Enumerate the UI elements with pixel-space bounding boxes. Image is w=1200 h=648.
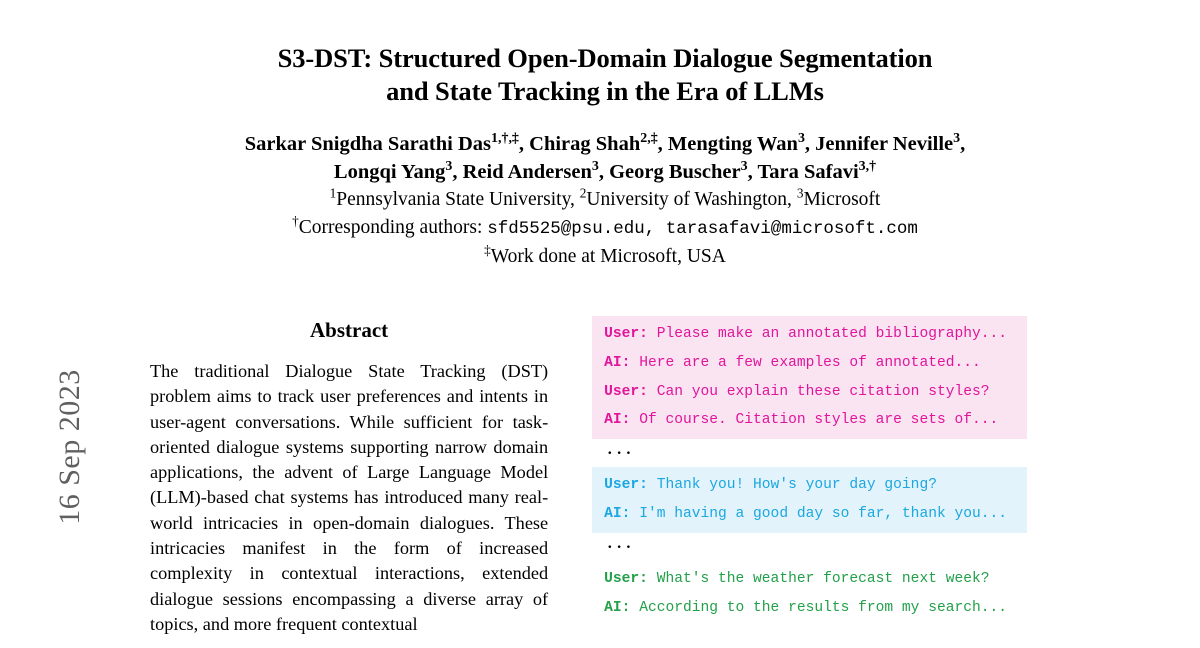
segment-separator: ··· [606,533,635,559]
author-list [150,130,1060,186]
segment-separator: ··· [606,440,635,466]
dialogue-line [604,378,1017,407]
author-affil-marker: 3 [445,159,453,175]
dialogue-line [604,320,1017,349]
author-affil-marker: 3,† [858,159,877,175]
author-affil-marker: 1,†,‡ [491,131,519,147]
utterance-text: I'm having a good day so far, thank you... [630,505,1008,522]
affil-org-3: Microsoft [803,189,881,210]
abstract-text: The traditional Dialogue State Tracking (DST) problem aims to track user preferences and intents in user-agent conversations. While sufficient for task-oriented dialogue systems supporting narrow domain applications, the advent of Large Language Model (LLM)-based chat systems has introduced many real-world intricacies in open-domain dialogues. These intricacies manifest in the form of increased complexity in contextual interactions, extended dialogue sessions encompassing a diverse array of topics, and more frequent contextual [150,361,549,634]
utterance-text: Here are a few examples of annotated... [630,354,981,371]
paper-page [150,0,1060,648]
affil-org-2: University of Washington, [586,189,797,210]
speaker-label: User: [604,477,648,494]
body-columns [150,310,1060,637]
author-name: , Jennifer Neville [804,133,954,155]
affil-marker-2: 2 [579,185,587,201]
author-line-1 [150,130,1060,158]
corresponding-emails[interactable]: sfd5525@psu.edu, tarasafavi@microsoft.com [487,219,918,239]
work-note-text: Work done at Microsoft, USA [490,246,726,267]
dialogue-line [604,500,1017,529]
abstract-column [150,310,548,637]
speaker-label: AI: [604,505,631,522]
speaker-label: User: [604,383,648,400]
corresponding-label: Corresponding authors: [298,217,488,238]
author-affil-marker: 3 [953,131,961,147]
dialogue-line [604,565,1017,594]
affil-marker-3: 3 [796,185,804,201]
speaker-label: User: [604,570,648,587]
dialogue-line [604,349,1017,378]
author-name: , Tara Safavi [747,161,859,183]
author-affil-marker: 3 [591,159,599,175]
speaker-label: AI: [604,412,631,429]
affil-marker-1: 1 [329,185,337,201]
abstract-heading: Abstract [310,318,389,342]
utterance-text: What's the weather forecast next week? [647,570,990,587]
author-name: , Reid Andersen [452,161,592,183]
work-note-marker: ‡ [484,242,491,258]
author-name: Sarkar Snigdha Sarathi Das [244,133,492,155]
dialogue-line [604,471,1017,500]
author-name: Longqi Yang [333,161,446,183]
author-separator: , [960,133,966,155]
author-line-2 [150,158,1060,186]
utterance-text: Of course. Citation styles are sets of... [630,412,999,429]
author-affil-marker: 2,‡ [640,131,658,147]
author-name: , Georg Buscher [598,161,741,183]
corresponding-marker: † [292,213,299,229]
author-name: , Mengting Wan [657,133,798,155]
arxiv-date-stamp: 16 Sep 2023 [53,369,86,525]
author-affil-marker: 3 [797,131,805,147]
figure-column [592,310,1060,637]
utterance-text: Can you explain these citation styles? [647,383,990,400]
author-affil-marker: 3 [740,159,748,175]
utterance-text: According to the results from my search... [630,599,1008,616]
utterance-text: Please make an annotated bibliography... [647,326,1008,342]
dialogue-segment-3 [592,561,1027,627]
speaker-label: AI: [604,354,631,371]
speaker-label: User: [604,326,648,342]
affiliations [150,186,1060,271]
dialogue-segment-2 [592,467,1027,533]
dialogue-line [604,406,1017,435]
dialogue-line [604,594,1017,623]
work-note-line [150,243,1060,271]
affiliation-line [150,186,1060,214]
utterance-text: Thank you! How's your day going? [647,477,937,494]
author-name: , Chirag Shah [518,133,641,155]
dialogue-figure [592,316,1027,626]
title-line-1: S3-DST: Structured Open-Domain Dialogue Segmentation [277,43,933,73]
speaker-label: AI: [604,599,631,616]
title-line-2: and State Tracking in the Era of LLMs [386,76,824,106]
dialogue-segment-1 [592,316,1027,439]
affil-org-1: Pennsylvania State University, [336,189,580,210]
page-title [150,42,1060,108]
corresponding-authors-line [150,214,1060,243]
